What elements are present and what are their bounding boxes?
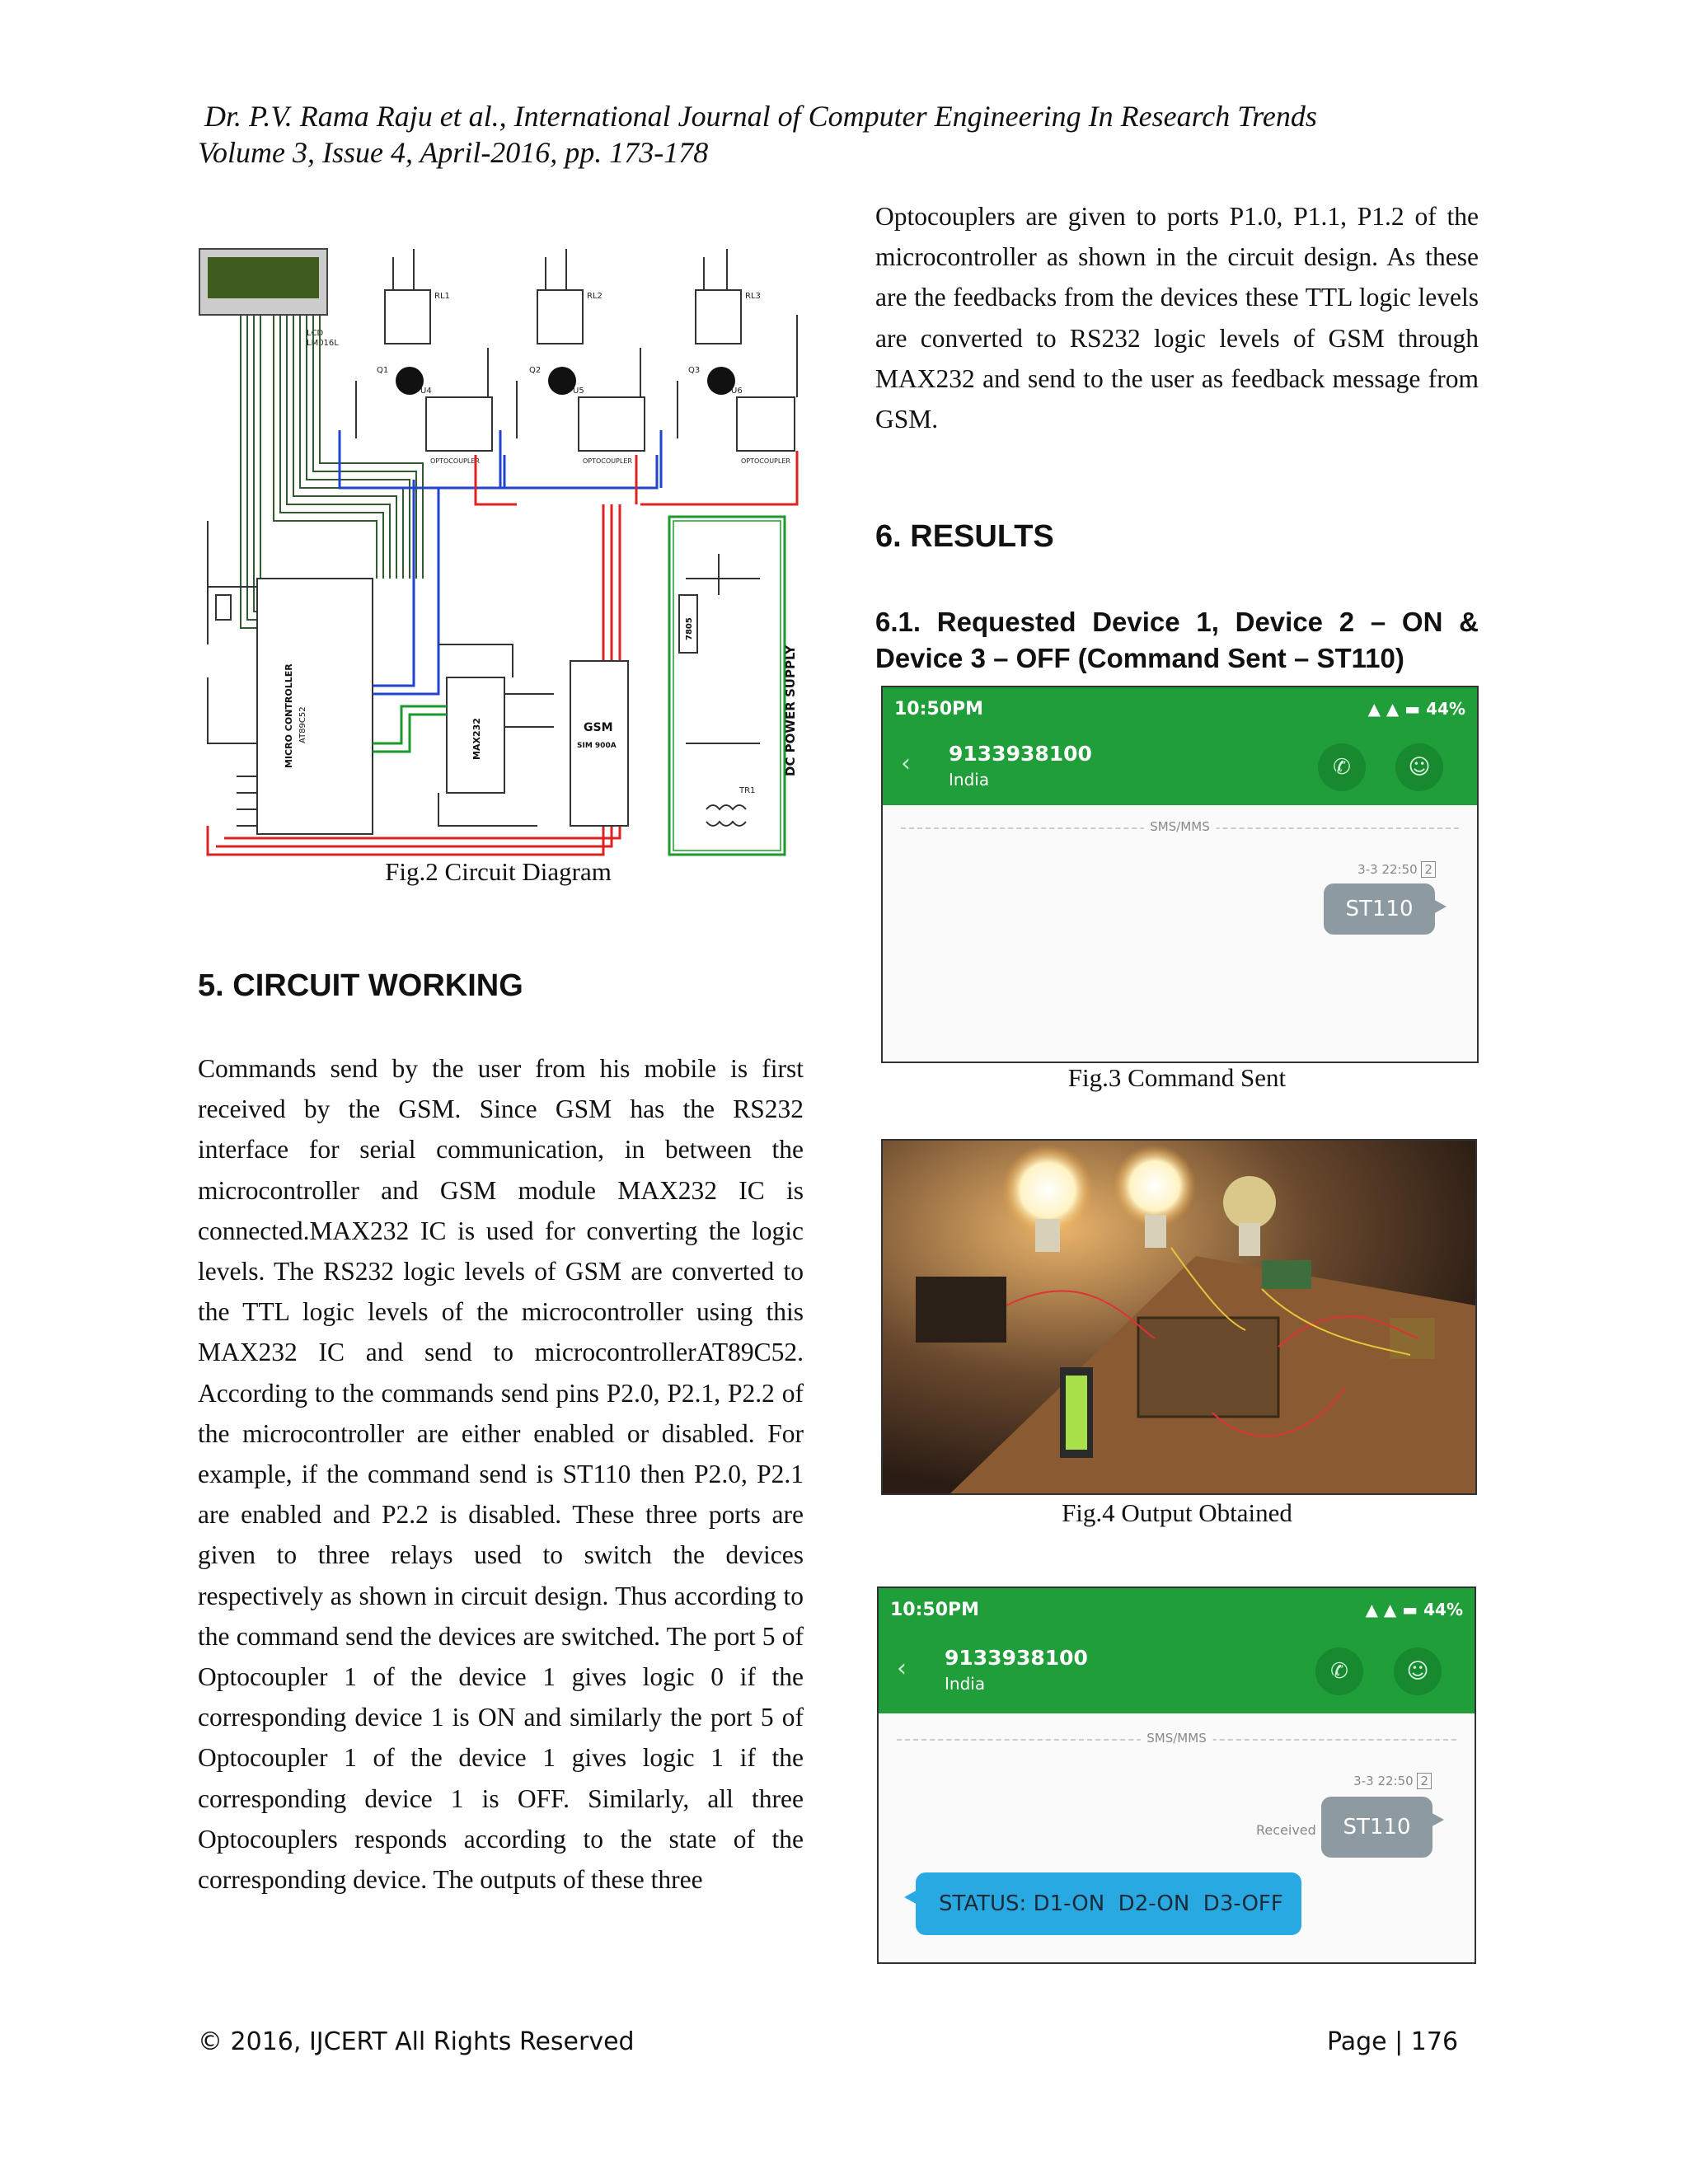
- sent-message-bubble[interactable]: ST110: [1324, 883, 1435, 935]
- q3-label: Q3: [688, 366, 701, 375]
- gsm-part-label: SIM 900A: [577, 742, 617, 750]
- u6-label: U6: [731, 387, 743, 396]
- sim-badge: 2: [1417, 1773, 1432, 1789]
- lcd-label: LCD: [307, 329, 324, 338]
- sms-separator-label: SMS/MMS: [1143, 819, 1216, 834]
- fig4-caption: Fig.4 Output Obtained: [1062, 1498, 1292, 1527]
- u4-label: U4: [420, 387, 432, 396]
- tr1-label: TR1: [739, 786, 756, 795]
- battery-level: 44%: [1426, 699, 1465, 719]
- back-arrow-icon[interactable]: ‹: [897, 1654, 907, 1683]
- section6-1-subheading: 6.1. Requested Device 1, Device 2 – ON & Device 3 – OFF (Command Sent – ST110): [875, 607, 1479, 673]
- footer-page-number: Page | 176: [1327, 2027, 1459, 2056]
- right-column-paragraph: [875, 196, 1479, 439]
- sim-badge: 2: [1421, 861, 1436, 878]
- call-icon[interactable]: ✆: [1315, 1647, 1363, 1695]
- message-timestamp: 3-3 22:50 2: [1357, 862, 1436, 877]
- fig2-caption: Fig.2 Circuit Diagram: [385, 857, 612, 886]
- contact-profile-icon[interactable]: ☺: [1395, 743, 1443, 791]
- status-time: 10:50PM: [890, 1600, 980, 1620]
- feedback-paragraph: Optocouplers are given to ports P1.0, P1.1, P1.2 of the microcontroller as shown in the circuit design. As these are the feedbacks from the devices these TTL logic levels are converted to RS232 logic levels of GSM through MAX232 and send to the user as feedback message from GSM.: [875, 202, 1479, 434]
- u5-label: U5: [573, 387, 584, 396]
- contact-country: India: [949, 770, 990, 790]
- contact-profile-icon[interactable]: ☺: [1394, 1647, 1442, 1695]
- relay1-label: RL1: [434, 292, 450, 301]
- call-icon[interactable]: ✆: [1318, 743, 1366, 791]
- mcu-part-label: AT89C52: [298, 706, 307, 743]
- fig3-phone-screenshot: [881, 686, 1479, 1063]
- received-label: Received: [1256, 1822, 1316, 1838]
- status-battery: ▲ ▲ ▬ 44%: [1365, 1600, 1463, 1619]
- status-reply-bubble[interactable]: STATUS: D1-ON D2-ON D3-OFF: [916, 1872, 1301, 1935]
- u3-regulator-label: 7805: [685, 617, 694, 640]
- section5-body: [198, 1048, 804, 1900]
- circuit-diagram: [191, 232, 805, 859]
- back-arrow-icon[interactable]: ‹: [901, 749, 911, 778]
- max232-label: MAX232: [471, 718, 482, 760]
- q2-label: Q2: [529, 366, 542, 375]
- circuit-diagram-figure: [191, 232, 805, 859]
- contact-number: 9133938100: [949, 742, 1092, 766]
- sms-separator-label: SMS/MMS: [1140, 1731, 1212, 1746]
- section5-paragraph: Commands send by the user from his mobile is first received by the GSM. Since GSM has the RS232 interface for serial communication, in between the microcontroller and GSM module MAX232 IC is connected.MAX232 IC is used for converting the logic levels. The RS232 logic levels of GSM are converted to the TTL logic levels of the microcontroller using this MAX232 IC and send to microcontrollerAT89C52. According to the commands send pins P2.0, P2.1, P2.2 of the microcontroller are either enabled or disabled. For example, if the command send is ST110 then P2.0, P2.1 are enabled and P2.2 is disabled. These three ports are given to three relays used to switch the devices respectively as shown in circuit design. Thus according to the command send the devices are switched. The port 5 of Optocoupler 1 of the device 1 gives logic 0 if the corresponding device 1 is ON and similarly the port 5 of Optocoupler 1 of the device 1 gives logic 1 if the corresponding device 1 is OFF. Similarly, all three Optocouplers responds according to the state of the corresponding device. The outputs of these three: [198, 1054, 804, 1895]
- section6-heading: 6. RESULTS: [875, 519, 1054, 554]
- status-time: 10:50PM: [894, 699, 984, 719]
- contact-number: 9133938100: [945, 1646, 1088, 1670]
- opto3-label: OPTOCOUPLER: [741, 457, 790, 465]
- app-top-bar: [883, 687, 1477, 805]
- dc-power-supply-label: DC POWER SUPPLY: [783, 644, 798, 776]
- message-timestamp: 3-3 22:50 2: [1353, 1774, 1432, 1788]
- status-battery: ▲ ▲ ▬ 44%: [1367, 699, 1465, 719]
- output-photo-image: [883, 1141, 1475, 1493]
- relay3-label: RL3: [745, 292, 761, 301]
- fig3-caption: Fig.3 Command Sent: [1067, 1063, 1287, 1092]
- battery-level: 44%: [1423, 1600, 1463, 1619]
- running-header-line1: Dr. P.V. Rama Raju et al., International Journal of Computer Engineering In Research Trends: [204, 100, 1317, 133]
- sent-message-bubble[interactable]: ST110: [1321, 1797, 1432, 1858]
- opto2-label: OPTOCOUPLER: [583, 457, 632, 465]
- app-top-bar: [879, 1588, 1475, 1713]
- mcu-label: MICRO CONTROLLER: [284, 663, 294, 768]
- q1-label: Q1: [377, 366, 389, 375]
- contact-country: India: [945, 1674, 986, 1694]
- gsm-label: GSM: [584, 721, 613, 734]
- fig4-output-photo: [881, 1139, 1477, 1495]
- fig5-phone-screenshot: [877, 1586, 1476, 1964]
- opto1-label: OPTOCOUPLER: [430, 457, 480, 465]
- running-header-line2: Volume 3, Issue 4, April-2016, pp. 173-178: [198, 136, 709, 169]
- section5-heading: 5. CIRCUIT WORKING: [198, 968, 523, 1003]
- footer-copyright: © 2016, IJCERT All Rights Reserved: [198, 2027, 635, 2056]
- lcd-part-label: LM016L: [307, 339, 339, 348]
- relay2-label: RL2: [587, 292, 603, 301]
